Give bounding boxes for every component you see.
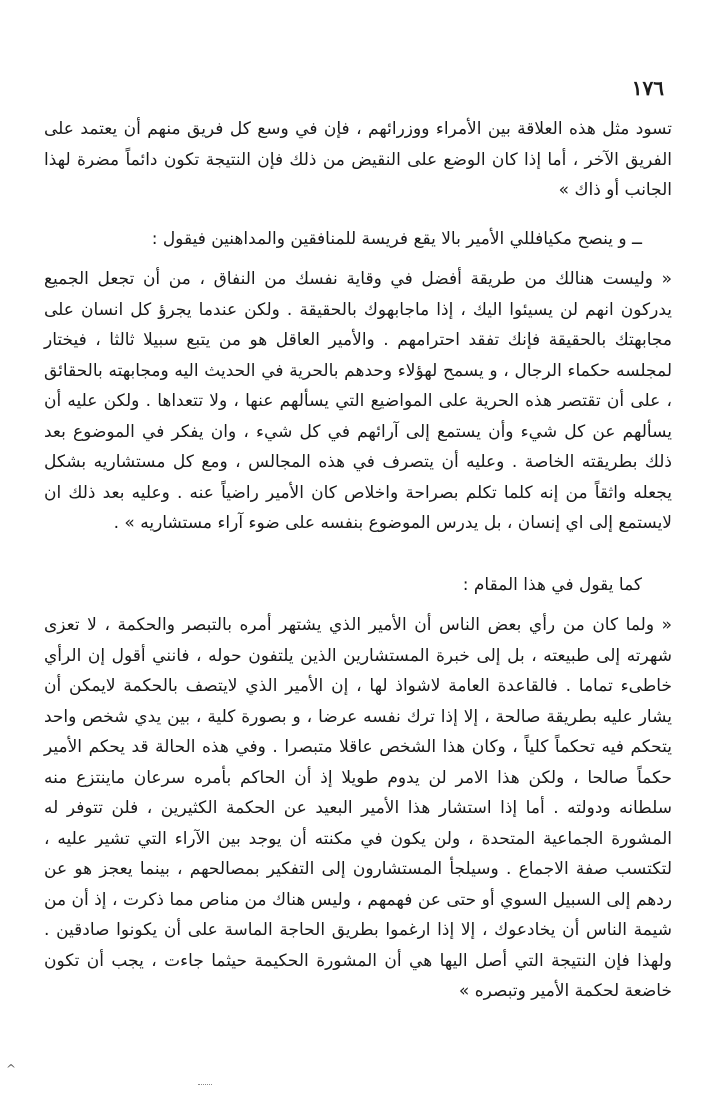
page-number: ١٧٦ [631, 76, 664, 100]
quotation-wisdom [44, 610, 672, 1007]
paragraph-text: كما يقول في هذا المقام : [462, 575, 642, 595]
paragraph-intro-saying [44, 570, 642, 601]
scan-artifact-line [198, 1084, 212, 1085]
paragraph-continuation [44, 114, 672, 206]
paragraph-intro-advice [44, 224, 642, 255]
margin-mark: ^ [6, 1062, 17, 1076]
paragraph-text: « ولما كان من رأي بعض الناس أن الأمير الذي يشتهر أمره بالتبصر والحكمة ، لا تعزى شهرته إلى طبيعته ، بل إلى خبرة المستشارين الذين يلتفون حوله ، فانني أقول إن الرأي خاطىء تماما . فالقاعدة العامة لاشواذ لها ، إن الأمير الذي لايتصف بالحكمة لايمكن أن يشار عليه بطريقة صالحة ، إلا إذا ترك نفسه عرضا ، و بصورة كلية ، بين يدي شخص واحد يتحكم فيه تحكماً كلياً ، وكان هذا الشخص عاقلا متبصرا . وفي هذه الحالة قد يحكم الأمير حكماً صالحا ، ولكن هذا الامر لن يدوم طويلا إذ أن الحاكم بأمره سرعان ماينتزع منه سلطانه ودولته . أما إذا استشار هذا الأمير البعيد عن الحكمة الكثيرين ، فلن تتوفر له المشورة الجماعية المتحدة ، ولن يكون في مكنته أن يوجد بين الآراء التي تشير عليه ، لتكتسب صفة الاجماع . وسيلجأ المستشارون إلى التفكير بمصالحهم ، بينما يعجز هو عن ردهم إلى السبيل السوي أو حتى عن فهمهم ، وليس هناك من مناص مما ذكرت ، إذ أن من شيمة الناس أن يخادعوك ، إلا إذا ارغموا بطريق الحاجة الماسة على أن يكونوا صادقين . ولهذا فإن النتيجة التي أصل اليها هي أن المشورة الحكيمة حيثما جاءت ، يجب أن تكون خاضعة لحكمة الأمير وتبصره » [44, 615, 672, 1001]
paragraph-text: تسود مثل هذه العلاقة بين الأمراء ووزرائهم ، فإن في وسع كل فريق منهم أن يعتمد على الفريق الآخر ، أما إذا كان الوضع على النقيض من ذلك فإن النتيجة تكون دائماً مضرة لهذا الجانب أو ذاك » [44, 119, 672, 200]
paragraph-text: ــ و ينصح مكيافللي الأمير بالا يقع فريسة للمنافقين والمداهنين فيقول : [151, 229, 642, 249]
paragraph-text: « وليست هنالك من طريقة أفضل في وقاية نفسك من النفاق ، من أن تجعل الجميع يدركون انهم لن يسيئوا اليك ، إذا ماجابهوك بالحقيقة . ولكن عندما يجرؤ كل انسان على مجابهتك بالحقيقة فإنك تفقد احترامهم . والأمير العاقل هو من يتبع سبيلا ثالثا ، فيختار لمجلسه حكماء الرجال ، و يسمح لهؤلاء وحدهم بالحرية في الحديث اليه ومجابهته بالحقائق ، على أن تقتصر هذه الحرية على المواضيع التي يسألهم عنها ، ولا تتعداها . ولكن عليه أن يسألهم عن كل شيء وأن يستمع إلى آرائهم في كل شيء ، وان يفكر في الموضوع بعد ذلك بطريقته الخاصة . وعليه أن يتصرف في هذه المجالس ، ومع كل مستشاريه بشكل يجعله واثقاً من إنه كلما تكلم بصراحة واخلاص كان الأمير راضياً عنه . وعليه بعد ذلك ان لايستمع إلى اي إنسان ، بل يدرس الموضوع بنفسه على ضوء آراء مستشاريه » . [44, 269, 672, 533]
quotation-flattery [44, 264, 672, 539]
